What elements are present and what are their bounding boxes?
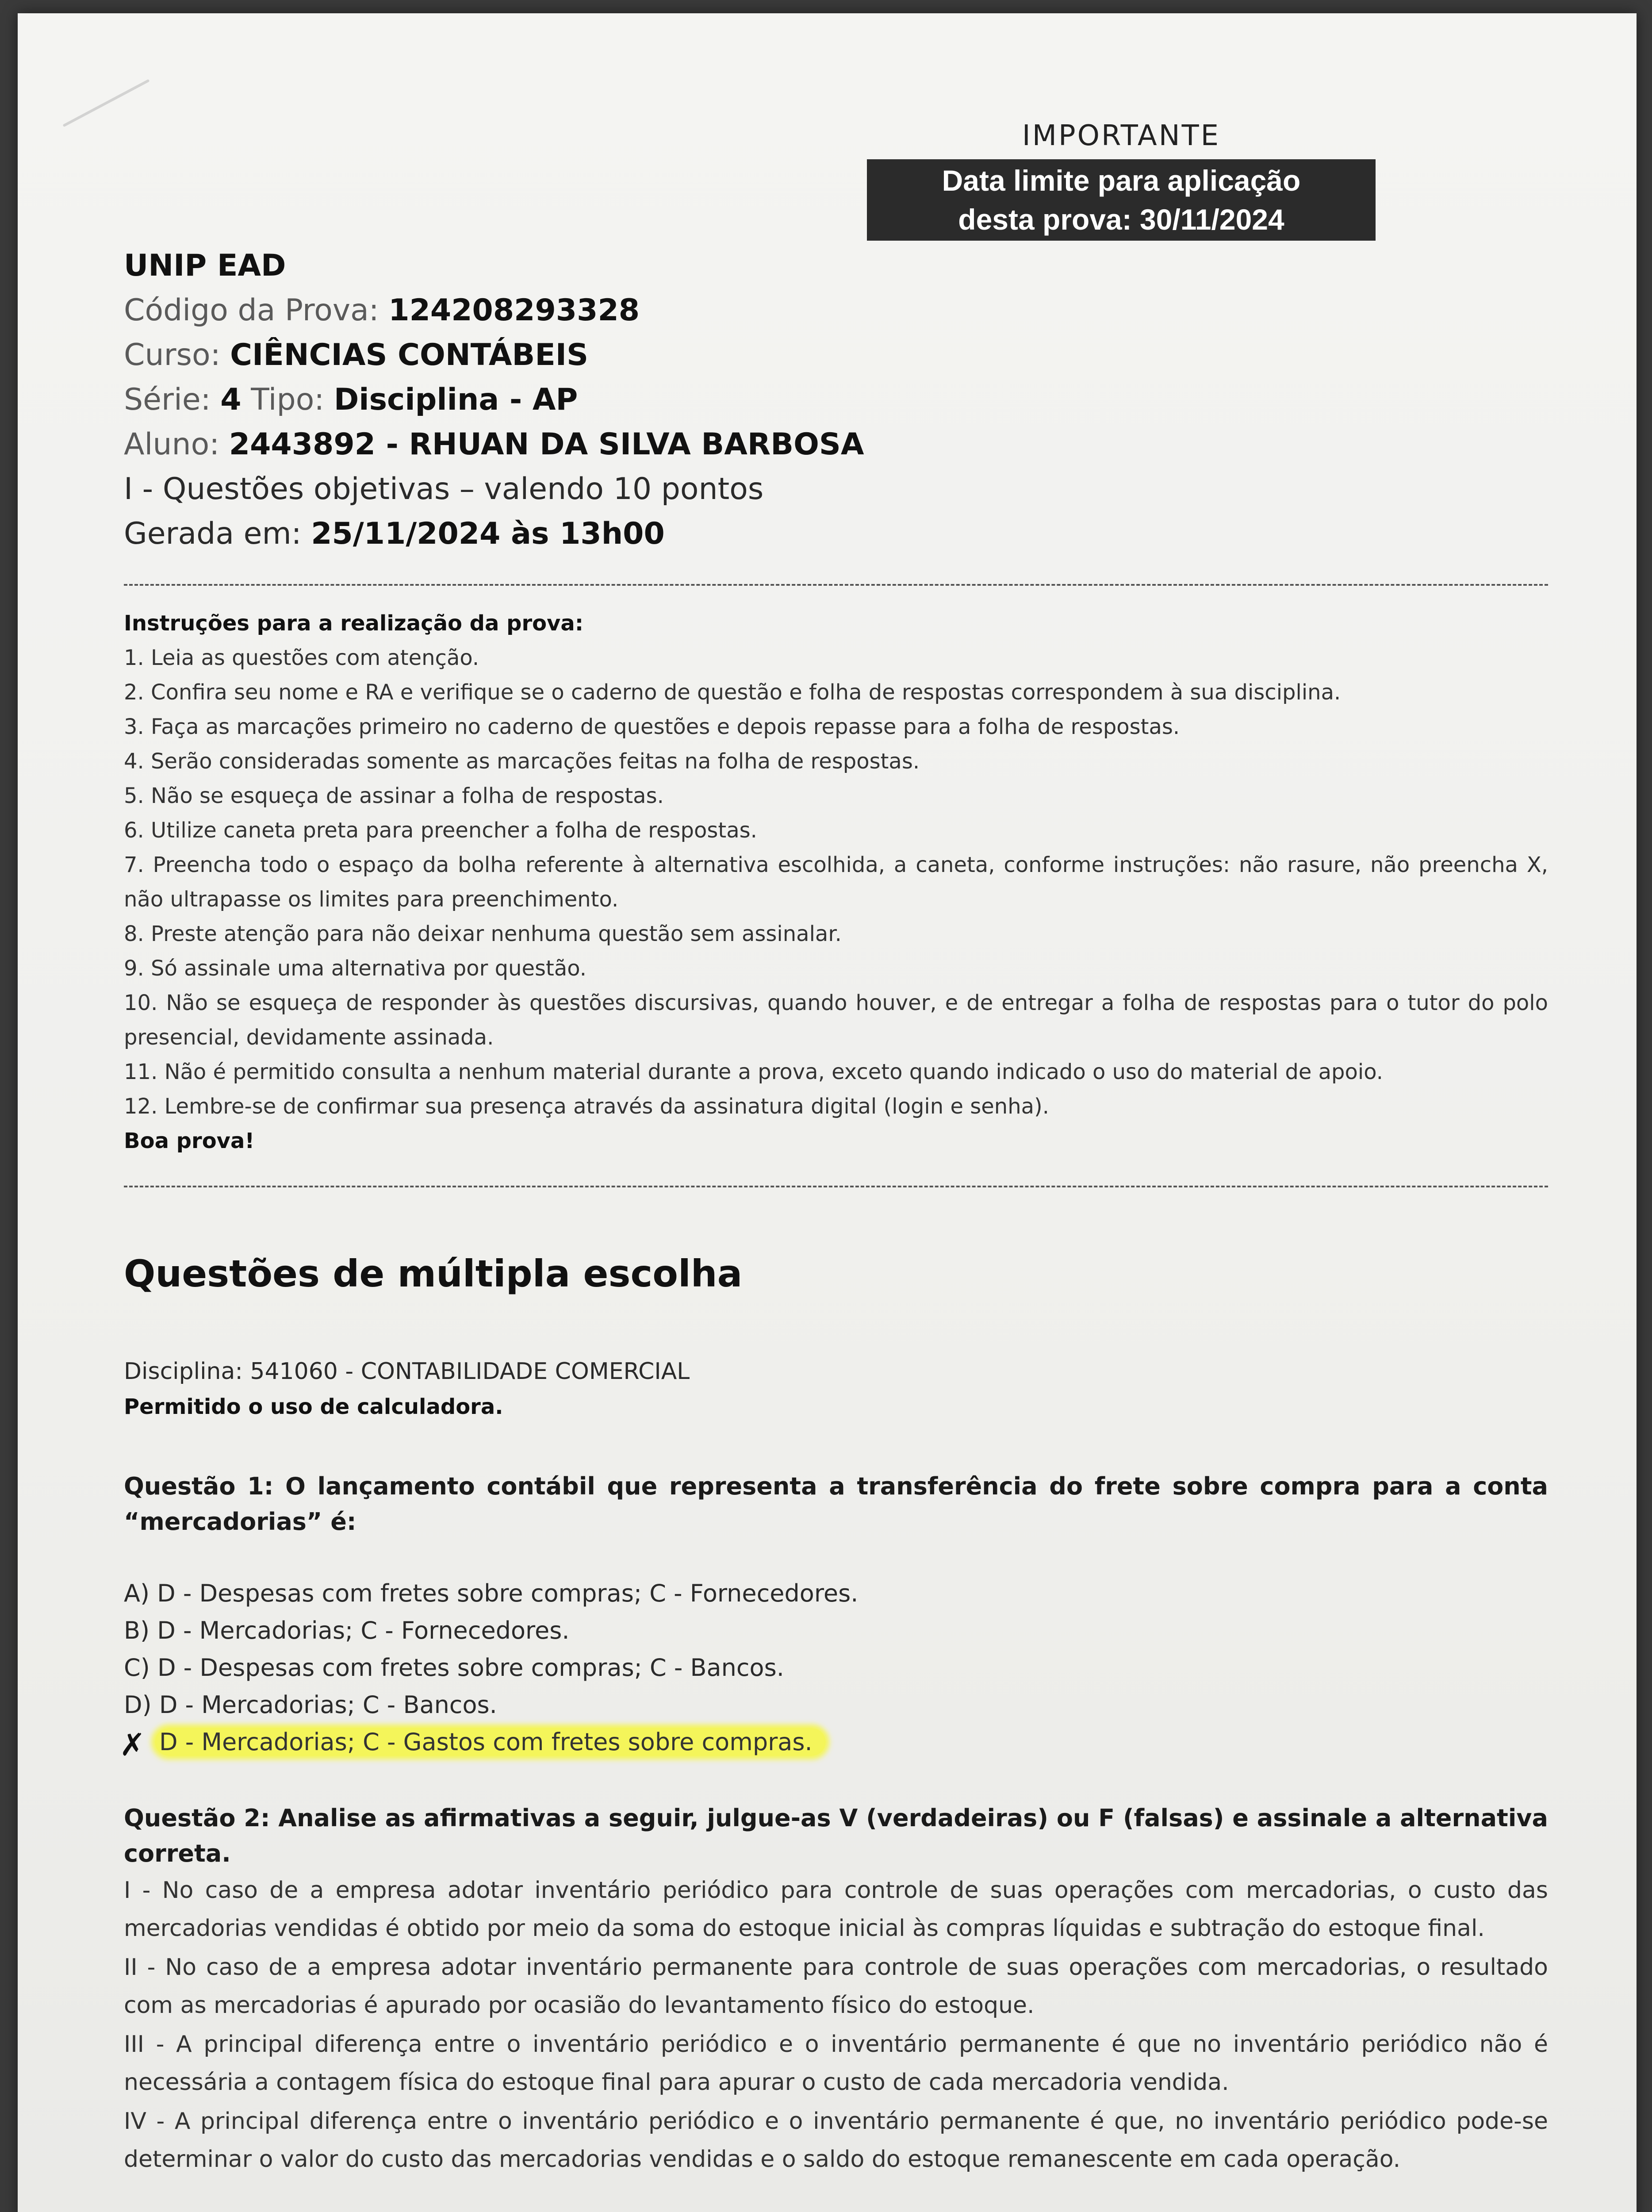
deadline-line-2: desta prova: 30/11/2024 — [958, 203, 1284, 236]
highlighted-answer: D - Mercadorias; C - Gastos com fretes sobre compras. — [155, 1728, 826, 1756]
option-a[interactable]: A) D - Despesas com fretes sobre compras; C - Fornecedores. — [124, 1579, 859, 1607]
divider-bottom — [124, 1186, 1548, 1187]
exam-header — [124, 243, 864, 556]
exam-page — [18, 13, 1637, 2212]
instruction-item: 3. Faça as marcações primeiro no caderno de questões e depois repasse para a folha de respostas. — [124, 714, 1180, 739]
calculator-permission: Permitido o uso de calculadora. — [124, 1394, 503, 1419]
option-c[interactable]: C) D - Despesas com fretes sobre compras; C - Bancos. — [124, 1654, 784, 1682]
statement: II - No caso de a empresa adotar inventário permanente para controle de suas operações com mercadorias, o resultado com as mercadorias é apurado por ocasião do levantamento físico do estoque. — [124, 1954, 1548, 2019]
statement: I - No caso de a empresa adotar inventário periódico para controle de suas operações com mercadorias, o custo das mercadorias vendidas é obtido por meio da soma do estoque inicial às compras líquidas e subtração do estoque final. — [124, 1877, 1548, 1942]
section-title: Questões de múltipla escolha — [124, 1252, 743, 1295]
option-b[interactable]: B) D - Mercadorias; C - Fornecedores. — [124, 1617, 570, 1644]
instruction-item: 8. Preste atenção para não deixar nenhuma questão sem assinalar. — [124, 922, 842, 946]
instruction-item: 7. Preencha todo o espaço da bolha referente à alternativa escolhida, a caneta, conforme instruções: não rasure, não preencha X, não ultrapasse os limites para preenchimento. — [124, 853, 1548, 912]
instruction-item: 5. Não se esqueça de assinar a folha de respostas. — [124, 783, 664, 808]
instruction-item: 1. Leia as questões com atenção. — [124, 645, 479, 670]
option-e[interactable] — [119, 1724, 858, 1763]
instructions-title: Instruções para a realização da prova: — [124, 611, 584, 636]
deadline-banner — [867, 159, 1376, 241]
instruction-item: 6. Utilize caneta preta para preencher a folha de respostas. — [124, 818, 757, 843]
discipline-info — [124, 1354, 690, 1425]
statement: III - A principal diferença entre o inventário periódico e o inventário permanente é que no inventário periódico não é necessária a contagem física do estoque final para apurar o custo de cada mercadoria vendida. — [124, 2031, 1548, 2096]
question-1: Questão 1: O lançamento contábil que representa a transferência do frete sobre compra para a conta “mercadorias” é: — [124, 1472, 1548, 1536]
instruction-item: 9. Só assinale uma alternativa por questão. — [124, 956, 587, 981]
deadline-line-1: Data limite para aplicação — [942, 164, 1301, 197]
instructions — [124, 606, 1548, 1158]
discipline-line: Disciplina: 541060 - CONTABILIDADE COMERCIAL — [124, 1358, 690, 1385]
instruction-item: 10. Não se esqueça de responder às questões discursivas, quando houver, e de entregar a folha de respostas para o tutor do polo presencial, devidamente assinada. — [124, 991, 1548, 1050]
divider-top — [124, 584, 1548, 586]
question-1-options — [119, 1575, 859, 1763]
good-luck: Boa prova! — [124, 1129, 255, 1153]
instruction-item: 4. Serão consideradas somente as marcações feitas na folha de respostas. — [124, 749, 920, 774]
instruction-item: 2. Confira seu nome e RA e verifique se o caderno de questão e folha de respostas correspondem à sua disciplina. — [124, 680, 1341, 705]
statement: IV - A principal diferença entre o inventário periódico e o inventário permanente é que, no inventário periódico pode-se determinar o valor do custo das mercadorias vendidas e o saldo do estoque remanescente em cada operação. — [124, 2108, 1548, 2173]
series-type: Série: 4 Tipo: Disciplina - AP — [124, 382, 578, 417]
exam-code: Código da Prova: 124208293328 — [124, 293, 640, 328]
handwritten-x-mark: ✗ — [119, 1727, 146, 1763]
student: Aluno: 2443892 - RHUAN DA SILVA BARBOSA — [124, 427, 864, 462]
important-heading: IMPORTANTE — [1022, 119, 1221, 152]
option-d[interactable]: D) D - Mercadorias; C - Bancos. — [124, 1691, 497, 1719]
question-2: Questão 2: Analise as afirmativas a seguir, julgue-as V (verdadeiras) ou F (falsas) e assinale a alternativa correta. — [124, 1804, 1548, 1867]
pencil-mark — [62, 79, 149, 127]
instruction-item: 12. Lembre-se de confirmar sua presença através da assinatura digital (login e senha). — [124, 1094, 1050, 1119]
generated-date: Gerada em: 25/11/2024 às 13h00 — [124, 516, 665, 551]
course: Curso: CIÊNCIAS CONTÁBEIS — [124, 338, 589, 373]
institution: UNIP EAD — [124, 248, 286, 283]
question-2-statements — [124, 1871, 1548, 2179]
exam-part: I - Questões objetivas – valendo 10 pontos — [124, 472, 764, 507]
instruction-item: 11. Não é permitido consulta a nenhum material durante a prova, exceto quando indicado o uso do material de apoio. — [124, 1060, 1383, 1084]
